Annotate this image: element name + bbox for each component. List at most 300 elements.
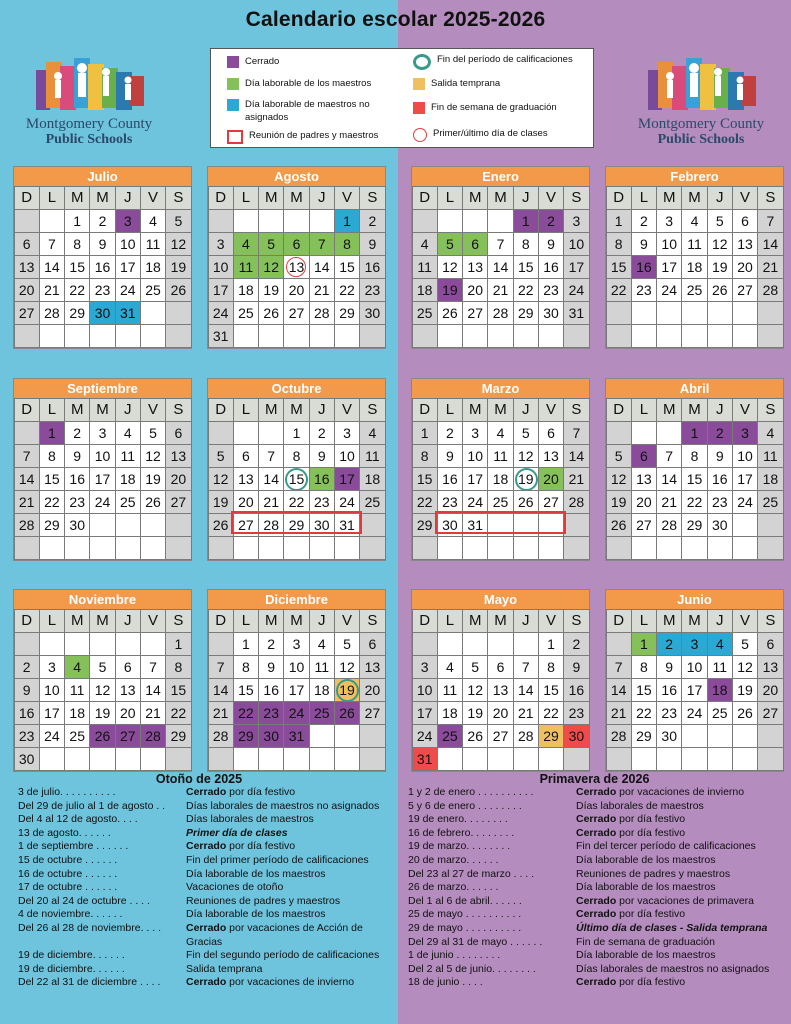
note-row: [408, 881, 788, 895]
day-cell: 13: [359, 655, 385, 679]
legend-item-first-last-day: [413, 127, 548, 142]
day-cell: 6: [462, 232, 488, 256]
weekday-header: M: [656, 609, 682, 633]
weekday-header: S: [165, 398, 191, 422]
day-cell: 26: [140, 490, 166, 514]
empty-cell: [732, 513, 758, 537]
empty-cell: [233, 536, 259, 560]
day-cell: 11: [757, 444, 783, 468]
empty-cell: [208, 421, 234, 445]
weekday-header: M: [283, 186, 309, 210]
note-event: Salida temprana: [186, 962, 263, 975]
day-cell: 14: [309, 255, 335, 279]
day-cell: 15: [64, 255, 90, 279]
empty-cell: [283, 536, 309, 560]
day-cell: 25: [681, 278, 707, 302]
day-cell: 9: [656, 655, 682, 679]
note-event: Cerrado por día festivo: [576, 826, 686, 839]
empty-cell: [89, 324, 115, 348]
month-title: Mayo: [412, 590, 589, 609]
day-cell: 28: [14, 513, 40, 537]
empty-cell: [462, 632, 488, 656]
day-cell: 22: [64, 278, 90, 302]
day-cell: 7: [757, 209, 783, 233]
day-cell: 24: [563, 278, 589, 302]
legend-item-unassigned: [227, 98, 397, 124]
day-cell: 9: [437, 444, 463, 468]
note-date: 4 de noviembre. . . . . .: [18, 908, 123, 921]
day-cell: 10: [115, 232, 141, 256]
day-cell: 21: [39, 278, 65, 302]
empty-cell: [487, 536, 513, 560]
empty-cell: [606, 301, 632, 325]
note-row: [18, 976, 396, 990]
note-row: [18, 908, 396, 922]
day-cell: 10: [208, 255, 234, 279]
note-row: [408, 786, 788, 800]
month-marzo: [411, 378, 590, 561]
empty-cell: [656, 421, 682, 445]
weekday-header: S: [165, 609, 191, 633]
day-cell: 22: [165, 701, 191, 725]
day-cell: 7: [563, 421, 589, 445]
legend-item-conference: [227, 129, 378, 144]
empty-cell: [283, 324, 309, 348]
day-cell: 9: [14, 678, 40, 702]
legend-label: Día laborable de los maestros: [245, 78, 372, 89]
day-cell: 14: [606, 678, 632, 702]
empty-cell: [208, 209, 234, 233]
month-grid: [412, 186, 589, 347]
day-cell: 10: [732, 444, 758, 468]
day-cell: 25: [64, 724, 90, 748]
day-cell: 7: [258, 444, 284, 468]
day-cell: 18: [757, 467, 783, 491]
day-cell: 12: [732, 655, 758, 679]
day-cell: 24: [39, 724, 65, 748]
day-cell: 13: [631, 467, 657, 491]
day-cell: 30: [64, 513, 90, 537]
day-cell: 3: [732, 421, 758, 445]
day-cell: 23: [631, 278, 657, 302]
day-cell: 21: [309, 278, 335, 302]
early-dismissal-swatch-icon: [413, 78, 425, 90]
empty-cell: [631, 324, 657, 348]
month-diciembre: [207, 589, 386, 772]
day-cell: 17: [115, 255, 141, 279]
note-row: [18, 922, 396, 949]
empty-cell: [258, 747, 284, 771]
day-cell: 12: [165, 232, 191, 256]
weekday-header: J: [707, 186, 733, 210]
day-cell: 17: [39, 701, 65, 725]
month-agosto: [207, 166, 386, 349]
day-cell: 27: [732, 278, 758, 302]
day-cell: 16: [656, 678, 682, 702]
day-cell: 6: [538, 421, 564, 445]
empty-cell: [606, 536, 632, 560]
day-cell: 5: [462, 655, 488, 679]
logo-line1: Montgomery County: [637, 116, 765, 132]
day-cell: 18: [681, 255, 707, 279]
mcps-logo-left: [14, 56, 164, 156]
day-cell: 20: [487, 701, 513, 725]
day-cell: 5: [334, 632, 360, 656]
month-grid: [208, 609, 385, 770]
empty-cell: [563, 536, 589, 560]
day-cell: 7: [208, 655, 234, 679]
day-cell: 11: [487, 444, 513, 468]
note-event: Cerrado por día festivo: [186, 786, 296, 798]
day-cell: 21: [606, 701, 632, 725]
note-event: Cerrado por vacaciones de invierno: [186, 976, 355, 989]
day-cell: 2: [656, 632, 682, 656]
weekday-header: M: [487, 609, 513, 633]
day-cell: 27: [359, 701, 385, 725]
day-cell: 24: [732, 490, 758, 514]
weekday-header: J: [309, 186, 335, 210]
day-cell: 20: [283, 278, 309, 302]
empty-cell: [437, 632, 463, 656]
day-cell: 13: [115, 678, 141, 702]
day-cell: 25: [115, 490, 141, 514]
day-cell: 22: [39, 490, 65, 514]
day-cell: 5: [165, 209, 191, 233]
day-cell: 12: [462, 678, 488, 702]
teacher-day-swatch-icon: [227, 78, 239, 90]
note-row: [408, 813, 788, 827]
day-cell: 3: [115, 209, 141, 233]
legend: [210, 48, 594, 148]
day-cell: 11: [437, 678, 463, 702]
empty-cell: [462, 324, 488, 348]
empty-cell: [681, 536, 707, 560]
month-grid: [14, 398, 191, 559]
day-cell: 7: [140, 655, 166, 679]
day-cell: 17: [283, 678, 309, 702]
spring-notes: [408, 786, 788, 990]
weekday-header: M: [258, 186, 284, 210]
day-cell: 5: [89, 655, 115, 679]
empty-cell: [165, 536, 191, 560]
weekday-header: J: [513, 398, 539, 422]
day-cell: 29: [64, 301, 90, 325]
weekday-header: J: [513, 186, 539, 210]
logo-line1: Montgomery County: [25, 116, 153, 132]
day-cell: 26: [437, 301, 463, 325]
legend-label: Fin de semana de graduación: [431, 102, 557, 113]
day-cell: 4: [115, 421, 141, 445]
day-cell: 6: [631, 444, 657, 468]
note-row: [18, 854, 396, 868]
empty-cell: [14, 324, 40, 348]
day-cell: 9: [631, 232, 657, 256]
empty-cell: [115, 536, 141, 560]
empty-cell: [140, 747, 166, 771]
empty-cell: [165, 301, 191, 325]
note-event: Día laborable de los maestros: [186, 867, 326, 880]
day-cell: 29: [233, 724, 259, 748]
empty-cell: [64, 632, 90, 656]
month-title: Agosto: [208, 167, 385, 186]
empty-cell: [563, 324, 589, 348]
day-cell: 20: [462, 278, 488, 302]
weekday-header: L: [631, 398, 657, 422]
empty-cell: [258, 421, 284, 445]
empty-cell: [538, 324, 564, 348]
empty-cell: [757, 324, 783, 348]
day-cell: 24: [412, 724, 438, 748]
day-cell: 31: [462, 513, 488, 537]
day-cell: 10: [656, 232, 682, 256]
day-cell: 16: [631, 255, 657, 279]
day-cell: 21: [258, 490, 284, 514]
empty-cell: [757, 724, 783, 748]
weekday-header: M: [656, 398, 682, 422]
day-cell: 25: [487, 490, 513, 514]
empty-cell: [513, 536, 539, 560]
month-octubre: [207, 378, 386, 561]
empty-cell: [14, 536, 40, 560]
day-cell: 19: [732, 678, 758, 702]
empty-cell: [437, 209, 463, 233]
day-cell: 31: [283, 724, 309, 748]
weekday-header: S: [165, 186, 191, 210]
empty-cell: [208, 747, 234, 771]
day-cell: 5: [732, 632, 758, 656]
day-cell: 31: [563, 301, 589, 325]
empty-cell: [681, 747, 707, 771]
empty-cell: [89, 747, 115, 771]
day-cell: 26: [165, 278, 191, 302]
day-cell: 17: [462, 467, 488, 491]
day-cell: 20: [233, 490, 259, 514]
day-cell: 20: [631, 490, 657, 514]
day-cell: 14: [39, 255, 65, 279]
empty-cell: [656, 301, 682, 325]
day-cell: 2: [437, 421, 463, 445]
day-cell: 21: [656, 490, 682, 514]
day-cell: 14: [258, 467, 284, 491]
day-cell: 1: [39, 421, 65, 445]
note-date: 18 de junio . . . .: [408, 976, 483, 989]
day-cell: 9: [258, 655, 284, 679]
weekday-header: V: [334, 398, 360, 422]
day-cell: 26: [334, 701, 360, 725]
day-cell: 30: [437, 513, 463, 537]
day-cell: 29: [412, 513, 438, 537]
note-event: Fin de semana de graduación: [576, 935, 715, 948]
note-date: 29 de mayo . . . . . . . . . .: [408, 921, 522, 934]
day-cell: 4: [233, 232, 259, 256]
day-cell: 20: [732, 255, 758, 279]
day-cell: 18: [707, 678, 733, 702]
day-cell: 28: [513, 724, 539, 748]
day-cell: 6: [14, 232, 40, 256]
weekday-header: D: [208, 609, 234, 633]
empty-cell: [437, 324, 463, 348]
day-cell: 24: [656, 278, 682, 302]
day-cell: 11: [115, 444, 141, 468]
day-cell: 14: [757, 232, 783, 256]
note-row: [408, 936, 788, 950]
day-cell: 7: [309, 232, 335, 256]
day-cell: 22: [631, 701, 657, 725]
day-cell: 23: [538, 278, 564, 302]
note-row: [18, 786, 396, 800]
day-cell: 5: [258, 232, 284, 256]
day-cell: 9: [359, 232, 385, 256]
weekday-header: J: [707, 398, 733, 422]
note-date: Del 4 al 12 de agosto. . . .: [18, 813, 138, 826]
day-cell: 28: [656, 513, 682, 537]
month-grid: [606, 186, 783, 347]
note-date: 15 de octubre . . . . . .: [18, 853, 118, 866]
day-cell: 26: [732, 701, 758, 725]
day-cell: 24: [89, 490, 115, 514]
empty-cell: [656, 536, 682, 560]
note-event: Días laborales de maestros no asignados: [576, 962, 770, 975]
day-cell: 12: [437, 255, 463, 279]
day-cell: 14: [513, 678, 539, 702]
empty-cell: [233, 324, 259, 348]
day-cell: 11: [140, 232, 166, 256]
empty-cell: [140, 301, 166, 325]
empty-cell: [538, 536, 564, 560]
day-cell: 25: [140, 278, 166, 302]
day-cell: 25: [412, 301, 438, 325]
empty-cell: [757, 513, 783, 537]
day-cell: 10: [412, 678, 438, 702]
day-cell: 3: [208, 232, 234, 256]
day-cell: 8: [233, 655, 259, 679]
day-cell: 8: [681, 444, 707, 468]
day-cell: 7: [487, 232, 513, 256]
day-cell: 7: [656, 444, 682, 468]
note-date: 19 de diciembre. . . . . .: [18, 962, 125, 975]
weekday-header: M: [258, 609, 284, 633]
logo-line2: Public Schools: [45, 132, 133, 147]
empty-cell: [513, 324, 539, 348]
legend-item-graduation: [413, 101, 557, 114]
empty-cell: [39, 747, 65, 771]
empty-cell: [563, 513, 589, 537]
day-cell: 19: [334, 678, 360, 702]
empty-cell: [681, 301, 707, 325]
day-cell: 17: [334, 467, 360, 491]
legend-item-teacher-day: [227, 77, 371, 90]
day-cell: 24: [334, 490, 360, 514]
empty-cell: [309, 209, 335, 233]
empty-cell: [334, 724, 360, 748]
day-cell: 15: [39, 467, 65, 491]
month-mayo: [411, 589, 590, 772]
weekday-header: M: [64, 186, 90, 210]
day-cell: 28: [757, 278, 783, 302]
note-event: Cerrado por día festivo: [576, 908, 686, 921]
month-title: Noviembre: [14, 590, 191, 609]
day-cell: 19: [707, 255, 733, 279]
empty-cell: [681, 324, 707, 348]
month-title: Julio: [14, 167, 191, 186]
day-cell: 18: [233, 278, 259, 302]
day-cell: 15: [606, 255, 632, 279]
note-event: Último día de clases - Salida temprana: [576, 921, 768, 934]
note-row: [18, 827, 396, 841]
month-title: Diciembre: [208, 590, 385, 609]
day-cell: 6: [757, 632, 783, 656]
empty-cell: [462, 536, 488, 560]
day-cell: 18: [64, 701, 90, 725]
day-cell: 26: [606, 513, 632, 537]
empty-cell: [412, 324, 438, 348]
day-cell: 21: [14, 490, 40, 514]
weekday-header: M: [462, 186, 488, 210]
day-cell: 27: [14, 301, 40, 325]
day-cell: 6: [165, 421, 191, 445]
note-event: Cerrado por día festivo: [186, 840, 296, 853]
day-cell: 14: [208, 678, 234, 702]
day-cell: 2: [309, 421, 335, 445]
note-date: Del 22 al 31 de diciembre . . . .: [18, 976, 161, 989]
empty-cell: [283, 209, 309, 233]
day-cell: 3: [412, 655, 438, 679]
day-cell: 16: [707, 467, 733, 491]
day-cell: 11: [681, 232, 707, 256]
empty-cell: [707, 301, 733, 325]
weekday-header: M: [681, 609, 707, 633]
day-cell: 27: [462, 301, 488, 325]
day-cell: 11: [233, 255, 259, 279]
day-cell: 31: [412, 747, 438, 771]
empty-cell: [487, 632, 513, 656]
day-cell: 17: [208, 278, 234, 302]
weekday-header: V: [334, 609, 360, 633]
day-cell: 23: [309, 490, 335, 514]
month-grid: [606, 609, 783, 770]
month-febrero: [605, 166, 784, 349]
day-cell: 22: [681, 490, 707, 514]
day-cell: 28: [140, 724, 166, 748]
grading-end-ring-icon: [413, 54, 431, 70]
day-cell: 1: [681, 421, 707, 445]
day-cell: 13: [14, 255, 40, 279]
day-cell: 23: [359, 278, 385, 302]
day-cell: 4: [757, 421, 783, 445]
day-cell: 13: [732, 232, 758, 256]
empty-cell: [309, 324, 335, 348]
day-cell: 23: [89, 278, 115, 302]
day-cell: 20: [165, 467, 191, 491]
empty-cell: [437, 747, 463, 771]
day-cell: 30: [359, 301, 385, 325]
note-event: Día laborable de los maestros: [576, 853, 716, 866]
weekday-header: D: [412, 186, 438, 210]
empty-cell: [208, 632, 234, 656]
day-cell: 5: [513, 421, 539, 445]
weekday-header: S: [359, 398, 385, 422]
day-cell: 9: [538, 232, 564, 256]
day-cell: 6: [283, 232, 309, 256]
day-cell: 4: [707, 632, 733, 656]
day-cell: 7: [513, 655, 539, 679]
empty-cell: [538, 513, 564, 537]
empty-cell: [606, 747, 632, 771]
note-event: Cerrado por día festivo: [576, 813, 686, 826]
day-cell: 6: [732, 209, 758, 233]
empty-cell: [14, 632, 40, 656]
note-date: Del 2 al 5 de junio. . . . . . . .: [408, 962, 536, 975]
